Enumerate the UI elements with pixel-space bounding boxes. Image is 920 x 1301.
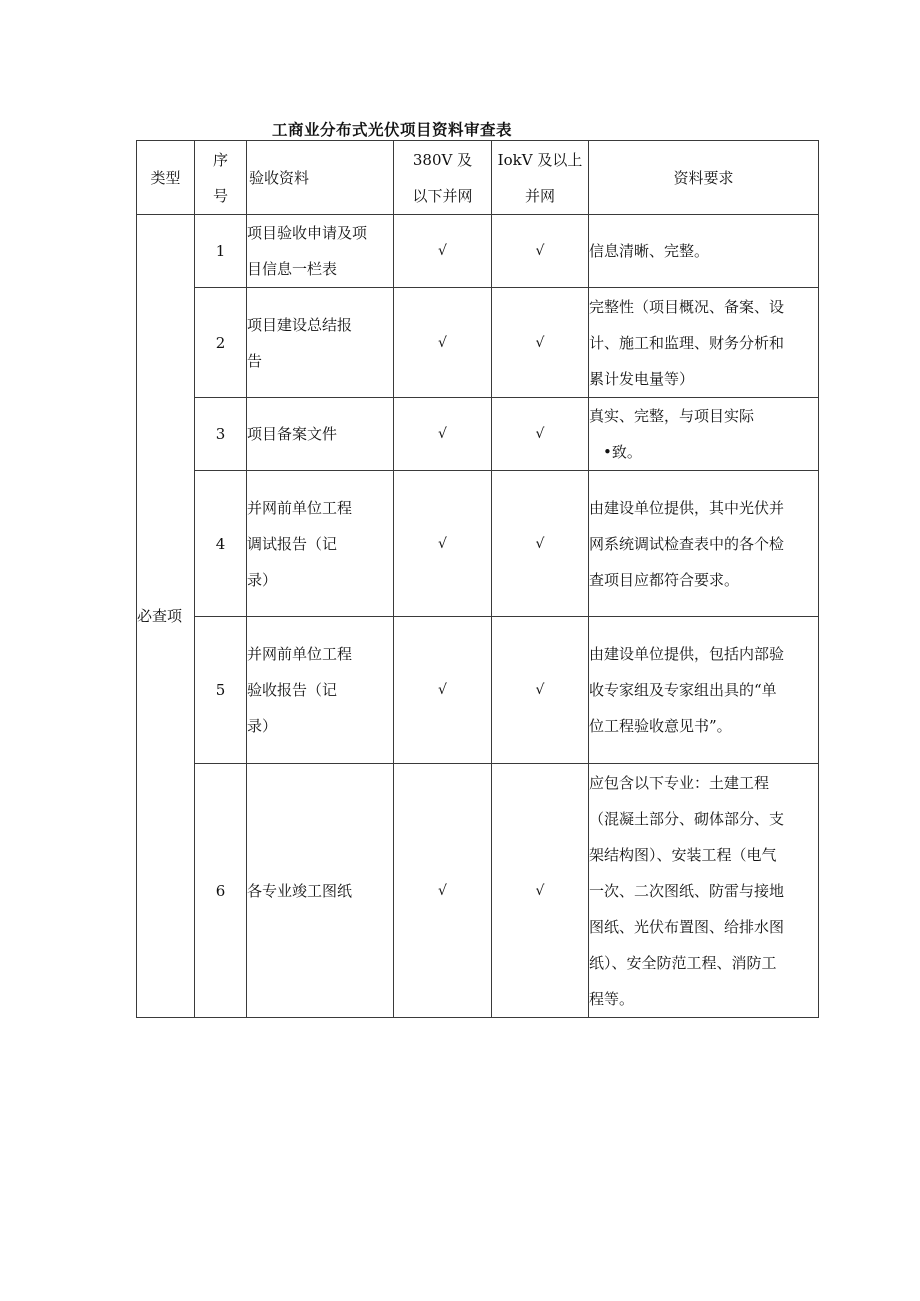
material-line: 并网前单位工程 <box>247 498 353 517</box>
requirement-line: 累计发电量等） <box>589 369 695 388</box>
header-10kv-line2: 并网 <box>524 186 555 205</box>
table-row <box>137 215 819 288</box>
requirement-line: 收专家组及专家组出具的“单 <box>589 681 777 699</box>
header-380v <box>394 141 492 215</box>
seq-cell: 4 <box>195 471 247 617</box>
review-table <box>136 140 819 1018</box>
header-10kv <box>492 141 589 215</box>
material-line: 各专业竣工图纸 <box>247 881 353 900</box>
check-10kv: √ <box>492 617 589 764</box>
table-row <box>137 288 819 398</box>
material-cell <box>247 471 394 617</box>
header-380v-line2: 以下并网 <box>412 186 473 205</box>
check-10kv: √ <box>492 215 589 288</box>
header-380v-line1: 380V 及 <box>412 150 473 169</box>
material-cell <box>247 617 394 764</box>
requirement-line: 完整性（项目概况、备案、设 <box>589 297 785 316</box>
material-line: 项目验收申请及项 <box>247 224 368 242</box>
check-10kv: √ <box>492 398 589 471</box>
seq-cell: 5 <box>195 617 247 764</box>
check-380v: √ <box>394 471 492 617</box>
material-line: 项目建设总结报 <box>247 315 353 334</box>
material-line: 录） <box>247 717 278 735</box>
requirement-line: 应包含以下专业：土建工程 <box>589 773 770 792</box>
header-seq-line1: 序 <box>212 150 228 169</box>
header-seq <box>195 141 247 215</box>
requirement-line: 纸）、安全防范工程、消防工 <box>589 953 777 972</box>
header-requirement: 资料要求 <box>589 141 819 215</box>
check-10kv: √ <box>492 764 589 1018</box>
requirement-line: 位工程验收意见书”。 <box>589 717 732 735</box>
seq-cell: 1 <box>195 215 247 288</box>
requirement-line: 架结构图）、安装工程（电气 <box>589 845 777 864</box>
requirement-cell <box>589 471 819 617</box>
seq-cell: 3 <box>195 398 247 471</box>
material-cell <box>247 398 394 471</box>
material-line: 调试报告（记 <box>247 534 338 553</box>
material-line: 告 <box>247 351 263 370</box>
header-material: 验收资料 <box>247 141 394 215</box>
requirement-cell <box>589 764 819 1018</box>
material-cell <box>247 764 394 1018</box>
material-cell <box>247 288 394 398</box>
requirement-line: 真实、完整，与项目实际 <box>589 407 755 425</box>
header-seq-line2: 号 <box>212 186 228 205</box>
requirement-cell <box>589 398 819 471</box>
requirement-line: 图纸、光伏布置图、给排水图 <box>589 917 785 936</box>
requirement-line: （混凝土部分、砌体部分、支 <box>589 809 785 828</box>
check-10kv: √ <box>492 471 589 617</box>
requirement-line: 信息清晰、完整。 <box>589 242 710 260</box>
category-cell: 必查项 <box>137 215 195 1018</box>
requirement-line: •致。 <box>603 443 642 461</box>
requirement-cell <box>589 288 819 398</box>
header-type: 类型 <box>137 141 195 215</box>
requirement-cell <box>589 617 819 764</box>
material-line: 项目备案文件 <box>247 425 338 443</box>
requirement-line: 查项目应都符合要求。 <box>589 570 740 589</box>
check-380v: √ <box>394 398 492 471</box>
requirement-line: 由建设单位提供，包括内部验 <box>589 645 785 663</box>
seq-cell: 6 <box>195 764 247 1018</box>
requirement-cell <box>589 215 819 288</box>
header-10kv-line1: IokV 及以上 <box>497 150 583 169</box>
check-380v: √ <box>394 288 492 398</box>
table-header-row <box>137 141 819 215</box>
material-line: 并网前单位工程 <box>247 645 353 663</box>
requirement-line: 一次、二次图纸、防雷与接地 <box>589 881 785 900</box>
material-line: 验收报告（记 <box>247 681 338 699</box>
material-line: 录） <box>247 570 278 589</box>
table-row <box>137 617 819 764</box>
check-380v: √ <box>394 764 492 1018</box>
check-380v: √ <box>394 617 492 764</box>
seq-cell: 2 <box>195 288 247 398</box>
requirement-line: 由建设单位提供，其中光伏并 <box>589 498 785 517</box>
check-10kv: √ <box>492 288 589 398</box>
requirement-line: 网系统调试检查表中的各个检 <box>589 534 785 553</box>
requirement-line: 程等。 <box>589 989 635 1008</box>
table-row <box>137 764 819 1018</box>
table-row <box>137 471 819 617</box>
document-title: 工商业分布式光伏项目资料审查表 <box>272 120 513 139</box>
check-380v: √ <box>394 215 492 288</box>
requirement-line: 计、施工和监理、财务分析和 <box>589 333 785 352</box>
material-line: 目信息一栏表 <box>247 260 338 278</box>
table-row <box>137 398 819 471</box>
material-cell <box>247 215 394 288</box>
